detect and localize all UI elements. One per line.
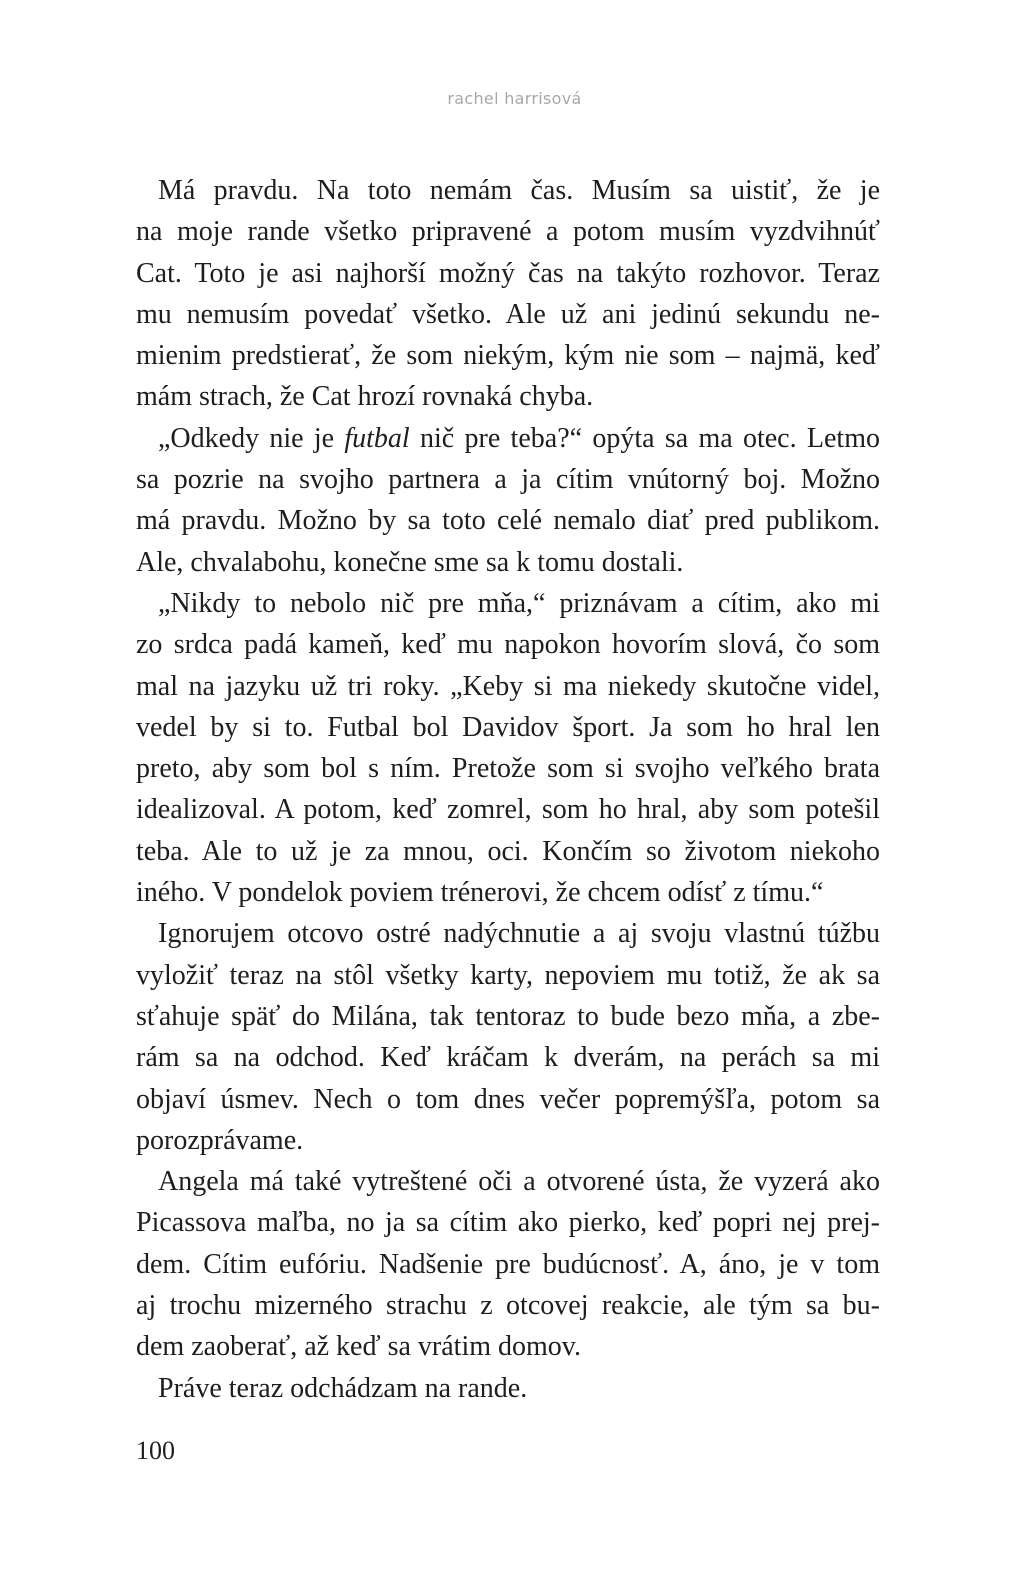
text-line: rám sa na odchod. Keď kráčam k dverám, na perách sa mi [136, 1042, 880, 1074]
text-segment: nič pre teba?“ opýta sa ma otec. Letmo [409, 422, 880, 454]
text-line: Ale, chvalabohu, konečne sme sa k tomu dostali. [136, 546, 684, 578]
text-line [136, 418, 880, 459]
text-line: porozprávame. [136, 1124, 304, 1156]
text-line: mal na jazyku už tri roky. „Keby si ma niekedy skutočne videl, [136, 670, 880, 702]
text-line: Cat. Toto je asi najhorší možný čas na takýto rozhovor. Teraz [136, 257, 880, 289]
text-line: idealizoval. A potom, keď zomrel, som ho hral, aby som potešil [136, 794, 880, 826]
text-line: Má pravdu. Na toto nemám čas. Musím sa uistiť, že je [158, 175, 880, 206]
text-line: preto, aby som bol s ním. Pretože som si svojho veľkého brata [136, 753, 880, 785]
running-header: rachel harrisová [447, 89, 582, 108]
text-line: dem zaoberať, až keď sa vrátim domov. [136, 1331, 581, 1363]
text-line: aj trochu mizerného strachu z otcovej reakcie, ale tým sa bu- [136, 1290, 880, 1322]
text-line: mu nemusím povedať všetko. Ale už ani jedinú sekundu ne- [136, 298, 880, 330]
text-line: iného. V pondelok poviem trénerovi, že chcem odísť z tímu.“ [136, 877, 824, 909]
text-line: Práve teraz odchádzam na rande. [158, 1372, 528, 1404]
text-line: zo srdca padá kameň, keď mu napokon hovorím slová, čo som [136, 629, 880, 661]
text-segment: „Odkedy nie je [158, 422, 345, 454]
text-line: mienim predstierať, že som niekým, kým nie som – najmä, keď [136, 340, 880, 372]
text-line: mám strach, že Cat hrozí rovnaká chyba. [136, 381, 594, 413]
text-line: vedel by si to. Futbal bol Davidov šport. Ja som ho hral len [136, 711, 880, 743]
paragraph [136, 913, 880, 1161]
text-line: objaví úsmev. Nech o tom dnes večer popremýšľa, potom sa [136, 1083, 880, 1115]
text-line: „Nikdy to nebolo nič pre mňa,“ priznávam a cítim, ako mi [158, 587, 880, 619]
text-line: Angela má také vytreštené oči a otvorené ústa, že vyzerá ako [158, 1166, 880, 1198]
text-line: sa pozrie na svojho partnera a ja cítim vnútorný boj. Možno [136, 464, 880, 496]
text-line: Picassova maľba, no ja sa cítim ako pierko, keď popri nej prej- [136, 1207, 880, 1239]
text-line: dem. Cítim eufóriu. Nadšenie pre budúcnosť. A, áno, je v tom [136, 1248, 880, 1280]
paragraph [136, 1368, 880, 1409]
text-line: teba. Ale to už je za mnou, oci. Končím so životom niekoho [136, 835, 880, 867]
text-line: Ignorujem otcovo ostré nadýchnutie a aj svoju vlastnú túžbu [158, 918, 880, 950]
text-line: vyložiť teraz na stôl všetky karty, nepoviem mu totiž, že ak sa [136, 959, 880, 991]
paragraph [136, 1161, 880, 1367]
paragraph [136, 418, 880, 583]
paragraph [136, 170, 880, 418]
page-number: 100 [136, 1436, 175, 1465]
text-line: má pravdu. Možno by sa toto celé nemalo diať pred publikom. [136, 505, 880, 537]
text-line: na moje rande všetko pripravené a potom musím vyzdvihnúť [136, 216, 880, 248]
text-line: sťahuje späť do Milána, tak tentoraz to bude bezo mňa, a zbe- [136, 1000, 880, 1032]
paragraph [136, 583, 880, 913]
body-text [136, 170, 880, 1409]
italic-word: futbal [344, 422, 410, 454]
